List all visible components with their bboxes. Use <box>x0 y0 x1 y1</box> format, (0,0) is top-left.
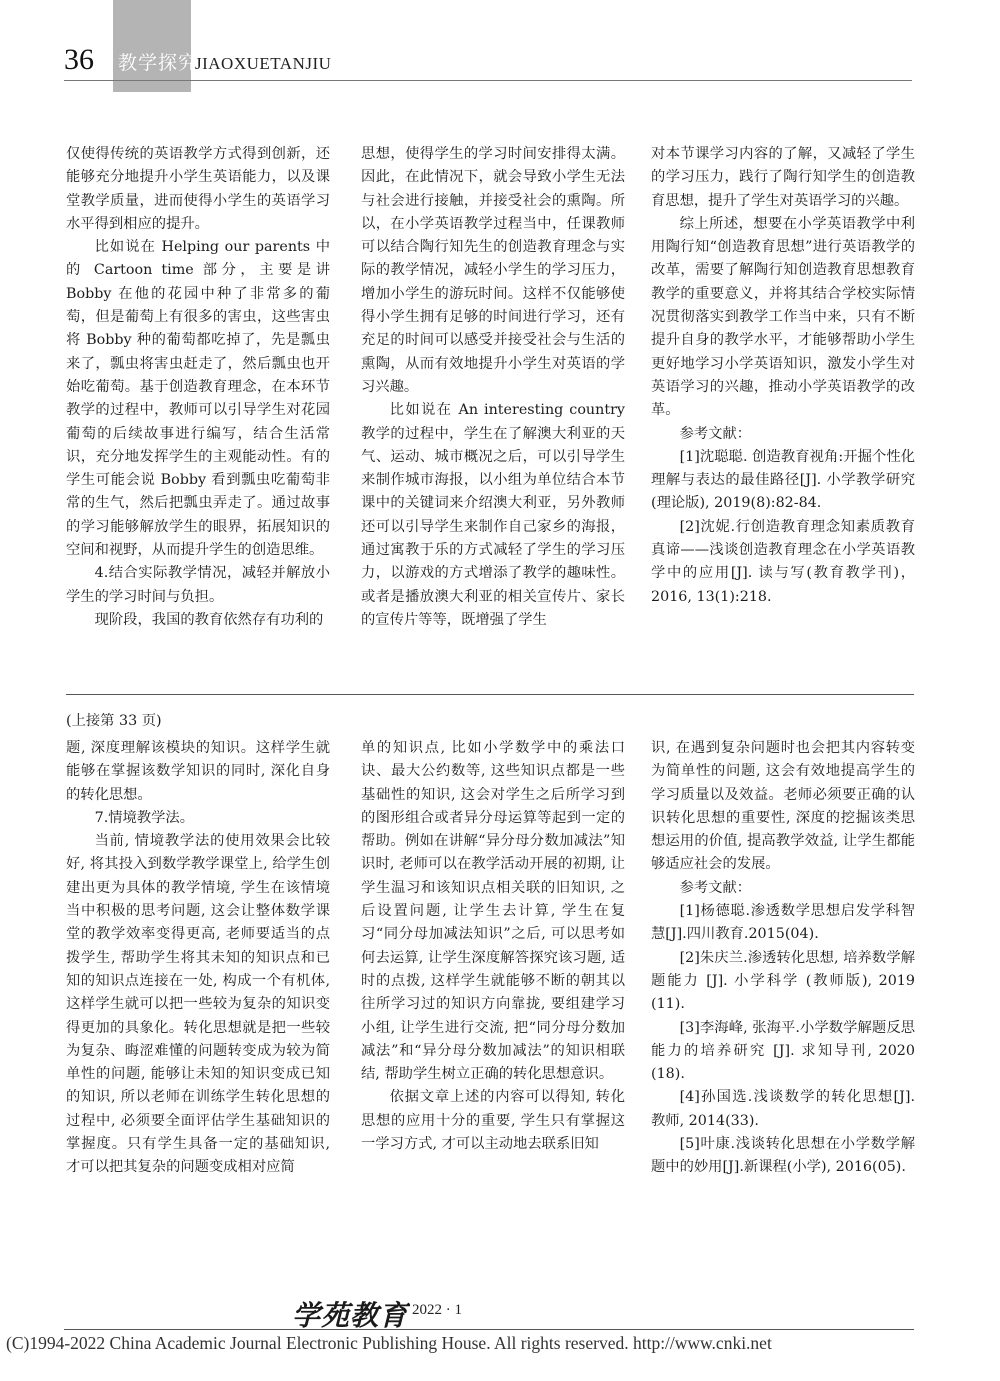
paragraph: 单的知识点, 比如小学数学中的乘法口诀、最大公约数等, 这些知识点都是一些基础性的知识, 这会对学生之后所学习到的图形组合或者异分母运算等起到一定的帮助。例如在讲解“异分母分数加减法”知识时, 老师可以在教学活动开展的初期, 让学生温习和该知识点相关联的旧知识, 之后设置问题, 让学生去计算, 学生在复习“同分母加减法知识”之后, 可以思考如何去运算, 让学生深度解答探究该习题, 适时的点拨, 这样学生就能够不断的朝其以往所学习过的知识方向靠拢, 要组建学习小组, 让学生进行交流, 把“同分母分数加减法”和“异分母分数加减法”的知识相联结, 帮助学生树立正确的转化思想意识。 <box>361 740 625 1083</box>
top-column-2 <box>361 143 625 632</box>
reference-item: [5]叶康.浅谈转化思想在小学数学解题中的妙用[J].新课程(小学), 2016(05). <box>651 1136 915 1176</box>
paragraph: 题, 深度理解该模块的知识。这样学生就能够在掌握该数学知识的同时, 深化自身的转化思想。 <box>66 740 330 803</box>
reference-item: [3]李海峰, 张海平.小学数学解题反思能力的培养研究 [J]. 求知导刊, 2020 (18). <box>651 1019 915 1083</box>
section-title: 教学探究 <box>118 52 199 74</box>
paragraph: 比如说在 An interesting country 教学的过程中，学生在了解澳大利亚的天气、运动、城市概况之后，可以引导学生来制作城市海报，以小组为单位结合本节课中的关键词来介绍澳大利亚，另外教师还可以引导学生来制作自己家乡的海报，通过寓教于乐的方式减轻了学生的学习压力，以游戏的方式增添了教学的趣味性。或者是播放澳大利亚的相关宣传片、家长的宣传片等等，既增强了学生 <box>361 402 625 628</box>
paragraph: 依据文章上述的内容可以得知, 转化思想的应用十分的重要, 学生只有掌握这一学习方式, 才可以主动地去联系旧知 <box>361 1089 625 1153</box>
reference-item: [1]沈聪聪. 创造教育视角:开掘个性化理解与表达的最佳路径[J]. 小学教学研究(理论版), 2019(8):82-84. <box>651 448 915 512</box>
header-rule <box>64 80 912 81</box>
subheading: 7.情境教学法。 <box>94 809 195 826</box>
reference-item: [2]朱庆兰.渗透转化思想, 培养数学解题能力 [J]. 小学科学 (教师版), 2019 (11). <box>651 949 915 1013</box>
bottom-column-2 <box>361 737 625 1156</box>
section-pinyin: JIAOXUETANJIU <box>195 54 332 73</box>
svg-text:学苑教育: 学苑教育 <box>292 1299 409 1332</box>
bottom-column-3 <box>651 737 915 1180</box>
paragraph: 现阶段，我国的教育依然存有功利的 <box>94 611 324 628</box>
paragraph: 比如说在 Helping our parents 中的 Cartoon time 部分，主要是讲 Bobby 在他的花园中种了非常多的葡萄，但是葡萄上有很多的害虫，这些害虫将 Bobby 种的葡萄都吃掉了，先是瓢虫来了，瓢虫将害虫赶走了，然后瓢虫也开始吃葡萄。基于创造教育理念，在本环节教学的过程中，教师可以引导学生对花园葡萄的后续故事进行编写，结合生活常识，充分地发挥学生的主观能动性。有的学生可能会说 Bobby 看到瓢虫吃葡萄非常的生气，然后把瓢虫弄走了。通过故事的学习能够解放学生的眼界，拓展知识的空间和视野，从而提升学生的创造思维。 <box>66 239 330 559</box>
subheading: 4.结合实际教学情况，减轻并解放小学生的学习时间与负担。 <box>66 565 330 605</box>
reference-item: [4]孙国选.浅谈数学的转化思想[J]. 教师, 2014(33). <box>651 1089 915 1129</box>
bottom-column-1 <box>66 737 330 1180</box>
issue-number: 2022 · 1 <box>412 1302 462 1318</box>
paragraph: 综上所述，想要在小学英语教学中利用陶行知“创造教育思想”进行英语教学的改革，需要了解陶行知创造教育思想教育教学的重要意义，并将其结合学校实际情况贯彻落实到教学工作当中来，只有不断提升自身的教学水平，才能够帮助小学生更好地学习小学英语知识，激发小学生对英语学习的兴趣，推动小学英语教学的改革。 <box>651 215 915 419</box>
paragraph: 仅使得传统的英语教学方式得到创新，还能够充分地提升小学生英语能力，以及课堂教学质量，进而使得小学生的英语学习水平得到相应的提升。 <box>66 146 330 232</box>
header-band <box>113 0 191 92</box>
paragraph: 对本节课学习内容的了解，又减轻了学生的学习压力，践行了陶行知学生的创造教育思想，提升了学生对英语学习的兴趣。 <box>651 146 915 209</box>
continued-note: (上接第 33 页) <box>66 713 162 729</box>
article-divider <box>66 694 914 695</box>
reference-item: [2]沈妮.行创造教育理念知素质教育真谛——浅谈创造教育理念在小学英语教学中的应用[J]. 读与写(教育教学刊)，2016, 13(1):218. <box>651 518 915 605</box>
journal-logo <box>290 1293 410 1333</box>
paragraph: 当前, 情境教学法的使用效果会比较好, 将其投入到数学教学课堂上, 给学生创建出更为具体的教学情境, 学生在该情境当中积极的思考问题, 这会让整体数学课堂的教学效率变得更高, 老师要适当的点拨学生, 帮助学生将其未知的知识点和已知的知识点连接在一处, 构成一个有机体, 这样学生就可以把一些较为复杂的知识变得更加的具象化。转化思想就是把一些较为复杂、晦涩难懂的问题转变成为较为简单性的问题, 能够让未知的知识变成已知的知识, 所以老师在训练学生转化思想的过程中, 必须要全面评估学生基础知识的掌握度。只有学生具备一定的基础知识, 才可以把其复杂的问题变成相对应简 <box>66 833 330 1176</box>
footer-rule <box>64 1329 914 1330</box>
references-heading: 参考文献： <box>679 879 752 896</box>
top-column-1 <box>66 143 330 632</box>
copyright-line: (C)1994-2022 China Academic Journal Electronic Publishing House. All rights reserved. http://www.cnki.net <box>6 1333 772 1353</box>
reference-item: [1]杨德聪.渗透数学思想启发学科智慧[J].四川教育.2015(04). <box>651 903 915 943</box>
references-heading: 参考文献： <box>679 425 752 442</box>
paragraph: 思想，使得学生的学习时间安排得太满。因此，在此情况下，就会导致小学生无法与社会进行接触，并接受社会的熏陶。所以，在小学英语教学过程当中，任课教师可以结合陶行知先生的创造教育理念与实际的教学情况，减轻小学生的学习压力，增加小学生的游玩时间。这样不仅能够使得小学生拥有足够的时间进行学习，还有充足的时间可以感受并接受社会与生活的熏陶，从而有效地提升小学生对英语的学习兴趣。 <box>361 146 625 395</box>
paragraph: 识, 在遇到复杂问题时也会把其内容转变为简单性的问题, 这会有效地提高学生的学习质量以及效益。老师必须要正确的认识转化思想的重要性, 深度的挖掘该类思想运用的价值, 提高教学效益, 让学生都能够适应社会的发展。 <box>651 740 915 873</box>
page-number: 36 <box>64 43 94 76</box>
top-column-3 <box>651 143 915 609</box>
